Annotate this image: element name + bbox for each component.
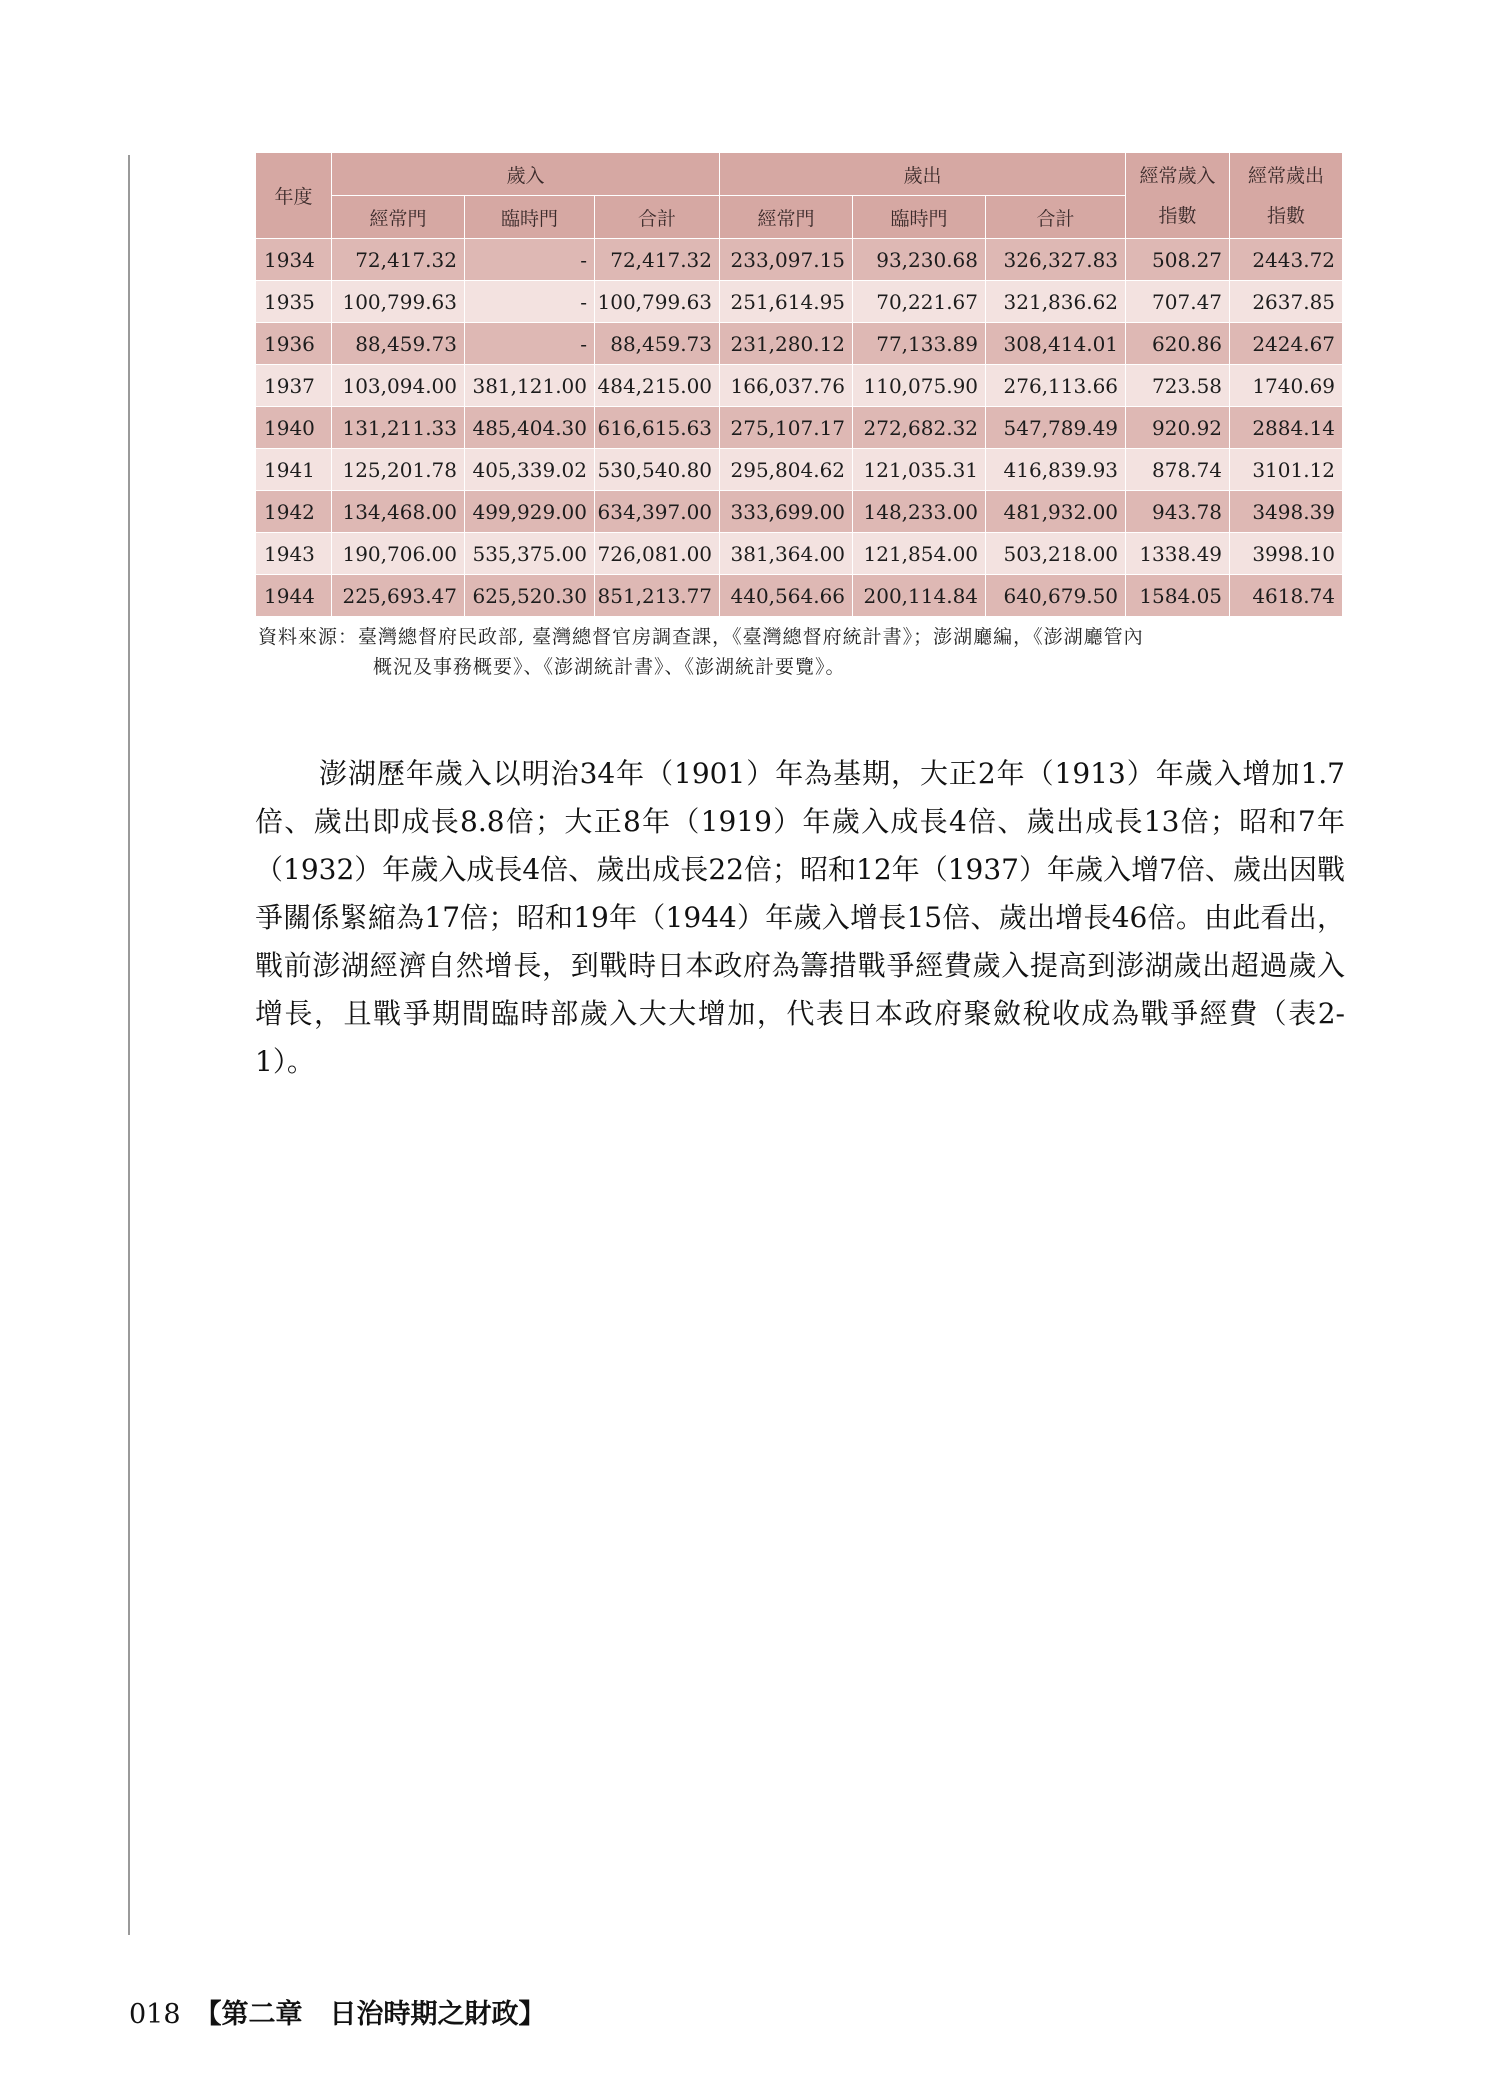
year-cell: 1944 xyxy=(256,575,332,617)
value-cell: 72,417.32 xyxy=(332,239,465,281)
value-cell: 508.27 xyxy=(1126,239,1230,281)
value-cell: 2443.72 xyxy=(1230,239,1343,281)
value-cell: 308,414.01 xyxy=(986,323,1126,365)
table-row xyxy=(256,323,1343,365)
value-cell: 166,037.76 xyxy=(720,365,853,407)
chapter-title: 【第二章 日治時期之財政】 xyxy=(194,1999,546,2030)
year-cell: 1935 xyxy=(256,281,332,323)
year-cell: 1941 xyxy=(256,449,332,491)
table-row xyxy=(256,365,1343,407)
value-cell: 103,094.00 xyxy=(332,365,465,407)
year-cell: 1934 xyxy=(256,239,332,281)
finance-table xyxy=(255,152,1343,617)
value-cell: 381,364.00 xyxy=(720,533,853,575)
value-cell: 100,799.63 xyxy=(595,281,720,323)
value-cell: 225,693.47 xyxy=(332,575,465,617)
value-cell: 93,230.68 xyxy=(853,239,986,281)
value-cell: 851,213.77 xyxy=(595,575,720,617)
value-cell: - xyxy=(465,323,595,365)
header-income-index: 經常歲入指數 xyxy=(1126,153,1230,239)
value-cell: 275,107.17 xyxy=(720,407,853,449)
value-cell: 616,615.63 xyxy=(595,407,720,449)
source-note xyxy=(258,622,1348,682)
value-cell: 625,520.30 xyxy=(465,575,595,617)
value-cell: 640,679.50 xyxy=(986,575,1126,617)
header-year: 年度 xyxy=(256,153,332,239)
value-cell: 503,218.00 xyxy=(986,533,1126,575)
value-cell: 231,280.12 xyxy=(720,323,853,365)
value-cell: 70,221.67 xyxy=(853,281,986,323)
value-cell: 121,035.31 xyxy=(853,449,986,491)
table-row xyxy=(256,491,1343,533)
value-cell: 620.86 xyxy=(1126,323,1230,365)
table-row xyxy=(256,449,1343,491)
value-cell: 190,706.00 xyxy=(332,533,465,575)
value-cell: 276,113.66 xyxy=(986,365,1126,407)
page-footer xyxy=(129,1992,546,2031)
value-cell: 2637.85 xyxy=(1230,281,1343,323)
value-cell: 134,468.00 xyxy=(332,491,465,533)
value-cell: 723.58 xyxy=(1126,365,1230,407)
header-expense-total: 合計 xyxy=(986,196,1126,239)
body-text xyxy=(255,750,1345,1086)
table-row xyxy=(256,533,1343,575)
value-cell: 484,215.00 xyxy=(595,365,720,407)
table-row xyxy=(256,575,1343,617)
header-income-temporary: 臨時門 xyxy=(465,196,595,239)
value-cell: 2424.67 xyxy=(1230,323,1343,365)
value-cell: 88,459.73 xyxy=(332,323,465,365)
value-cell: 1338.49 xyxy=(1126,533,1230,575)
year-cell: 1940 xyxy=(256,407,332,449)
value-cell: 707.47 xyxy=(1126,281,1230,323)
value-cell: 405,339.02 xyxy=(465,449,595,491)
value-cell: 251,614.95 xyxy=(720,281,853,323)
value-cell: 72,417.32 xyxy=(595,239,720,281)
page-number: 018 xyxy=(129,1999,181,2030)
value-cell: 481,932.00 xyxy=(986,491,1126,533)
year-cell: 1943 xyxy=(256,533,332,575)
year-cell: 1936 xyxy=(256,323,332,365)
value-cell: 125,201.78 xyxy=(332,449,465,491)
value-cell: 440,564.66 xyxy=(720,575,853,617)
value-cell: 3998.10 xyxy=(1230,533,1343,575)
value-cell: 1584.05 xyxy=(1126,575,1230,617)
value-cell: 381,121.00 xyxy=(465,365,595,407)
table-body xyxy=(256,239,1343,617)
year-cell: 1937 xyxy=(256,365,332,407)
value-cell: 920.92 xyxy=(1126,407,1230,449)
table-row xyxy=(256,281,1343,323)
table-row xyxy=(256,239,1343,281)
value-cell: 3498.39 xyxy=(1230,491,1343,533)
value-cell: 131,211.33 xyxy=(332,407,465,449)
value-cell: 535,375.00 xyxy=(465,533,595,575)
value-cell: 200,114.84 xyxy=(853,575,986,617)
value-cell: 878.74 xyxy=(1126,449,1230,491)
finance-table-container xyxy=(255,152,1342,617)
header-expense: 歲出 xyxy=(720,153,1126,196)
value-cell: - xyxy=(465,239,595,281)
header-income-total: 合計 xyxy=(595,196,720,239)
value-cell: 233,097.15 xyxy=(720,239,853,281)
value-cell: 321,836.62 xyxy=(986,281,1126,323)
value-cell: 333,699.00 xyxy=(720,491,853,533)
value-cell: 100,799.63 xyxy=(332,281,465,323)
header-income: 歲入 xyxy=(332,153,720,196)
value-cell: 4618.74 xyxy=(1230,575,1343,617)
value-cell: 499,929.00 xyxy=(465,491,595,533)
header-expense-index: 經常歲出指數 xyxy=(1230,153,1343,239)
value-cell: 634,397.00 xyxy=(595,491,720,533)
value-cell: 148,233.00 xyxy=(853,491,986,533)
value-cell: 416,839.93 xyxy=(986,449,1126,491)
value-cell: 3101.12 xyxy=(1230,449,1343,491)
value-cell: - xyxy=(465,281,595,323)
table-row xyxy=(256,407,1343,449)
source-line-1: 資料來源：臺灣總督府民政部, 臺灣總督官房調查課，《臺灣總督府統計書》；澎湖廳編，《澎湖廳管內 xyxy=(258,626,1144,648)
value-cell: 121,854.00 xyxy=(853,533,986,575)
value-cell: 943.78 xyxy=(1126,491,1230,533)
value-cell: 2884.14 xyxy=(1230,407,1343,449)
value-cell: 1740.69 xyxy=(1230,365,1343,407)
value-cell: 326,327.83 xyxy=(986,239,1126,281)
value-cell: 485,404.30 xyxy=(465,407,595,449)
margin-rule xyxy=(128,155,130,1935)
value-cell: 88,459.73 xyxy=(595,323,720,365)
value-cell: 272,682.32 xyxy=(853,407,986,449)
year-cell: 1942 xyxy=(256,491,332,533)
value-cell: 110,075.90 xyxy=(853,365,986,407)
value-cell: 295,804.62 xyxy=(720,449,853,491)
value-cell: 77,133.89 xyxy=(853,323,986,365)
body-paragraph: 澎湖歷年歲入以明治34年（1901）年為基期，大正2年（1913）年歲入增加1.7倍、歲出即成長8.8倍；大正8年（1919）年歲入成長4倍、歲出成長13倍；昭和7年（1932）年歲入成長4倍、歲出成長22倍；昭和12年（1937）年歲入增7倍、歲出因戰爭關係緊縮為17倍；昭和19年（1944）年歲入增長15倍、歲出增長46倍。由此看出，戰前澎湖經濟自然增長，到戰時日本政府為籌措戰爭經費歲入提高到澎湖歲出超過歲入增長，且戰爭期間臨時部歲入大大增加，代表日本政府聚斂稅收成為戰爭經費（表2-1）。 xyxy=(255,757,1345,1078)
value-cell: 530,540.80 xyxy=(595,449,720,491)
header-expense-temporary: 臨時門 xyxy=(853,196,986,239)
header-income-ordinary: 經常門 xyxy=(332,196,465,239)
source-line-2: 概況及事務概要》、《澎湖統計書》、《澎湖統計要覽》。 xyxy=(373,656,846,678)
value-cell: 726,081.00 xyxy=(595,533,720,575)
value-cell: 547,789.49 xyxy=(986,407,1126,449)
header-expense-ordinary: 經常門 xyxy=(720,196,853,239)
